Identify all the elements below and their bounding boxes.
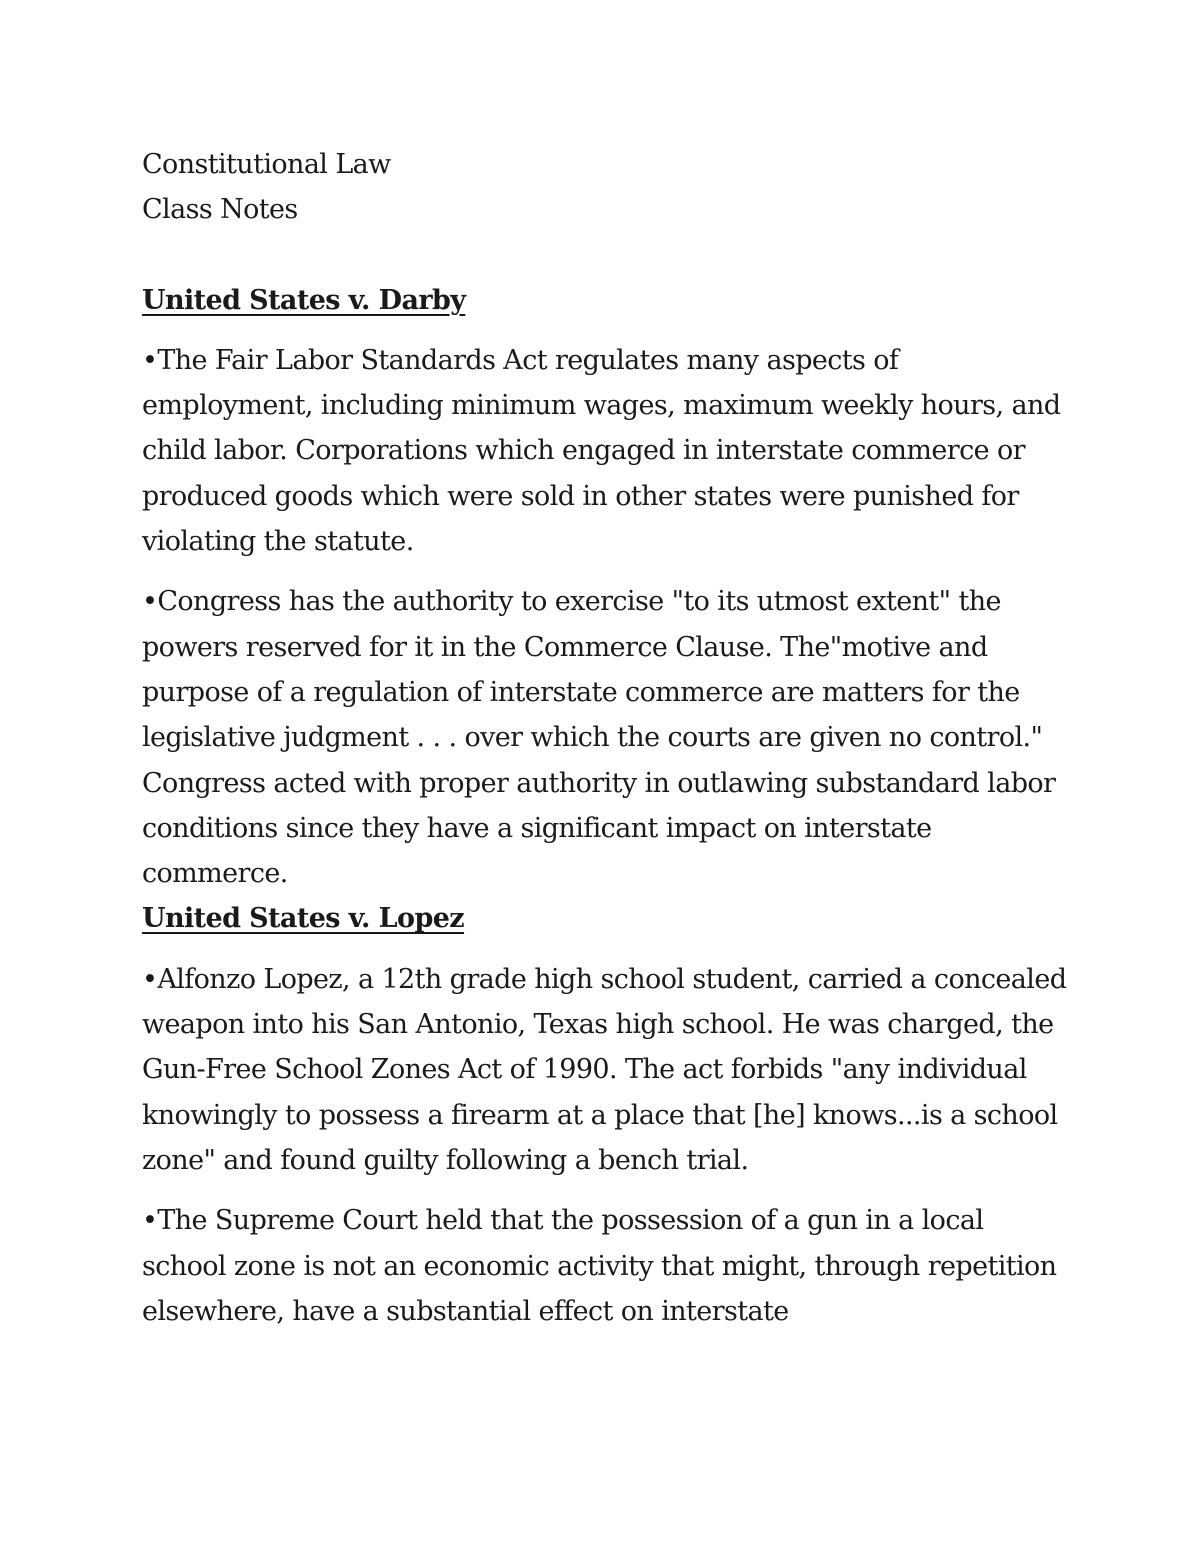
course-title: Constitutional Law [142,149,391,180]
document-page [142,142,1072,1334]
notes-subtitle: Class Notes [142,194,298,226]
darby-paragraph-facts: •The Fair Labor Standards Act regulates many aspects of employment, including minimum wages, maximum weekly hours, and child labor. Corporations which engaged in interstate commerce or produced goods which were sold in other states were punished for violating the statute. [142,344,1061,558]
darby-paragraph-holding: •Congress has the authority to exercise "to its utmost extent" the powers reserved for it in the Commerce Clause. The"motive and purpose of a regulation of interstate commerce are matters for the legislative judgment . . . over which the courts are given no control." Congress acted with proper authority in outlawing substandard labor conditions since they have a significant impact on interstate commerce. [142,586,1056,890]
header-spacer [142,233,1072,278]
lopez-paragraph-holding: •The Supreme Court held that the possession of a gun in a local school zone is not an economic activity that might, through repetition elsewhere, have a substantial effect on interstate [142,1205,1057,1327]
case-title-lopez: United States v. Lopez [142,903,465,935]
lopez-paragraph-facts: •Alfonzo Lopez, a 12th grade high school student, carried a concealed weapon into his San Antonio, Texas high school. He was charged, the Gun-Free School Zones Act of 1990. The act forbids "any individual knowingly to possess a firearm at a place that [he] knows...is a school zone" and found guilty following a bench trial. [142,963,1067,1176]
case-title-darby: United States v. Darby [142,284,466,316]
